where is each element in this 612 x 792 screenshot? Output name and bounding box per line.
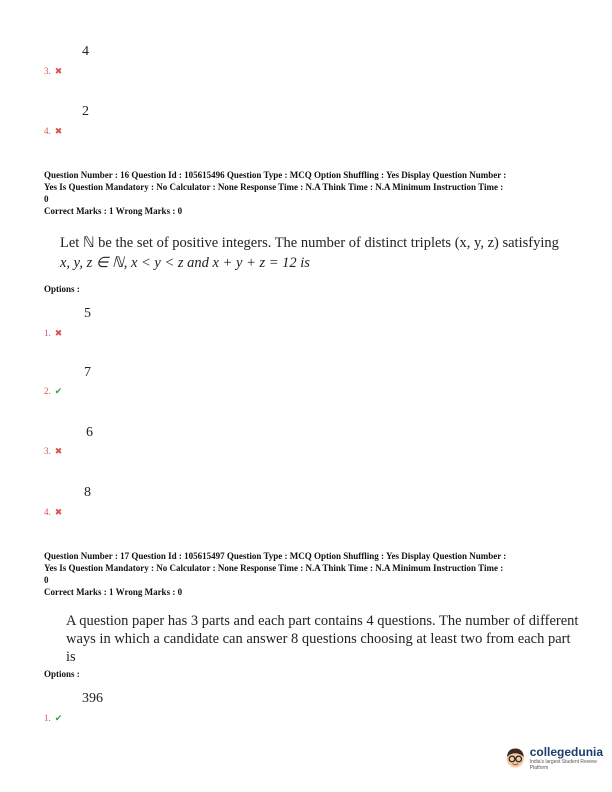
- brand-name: collegedunia: [529, 745, 604, 759]
- question-meta: Question Number : 16 Question Id : 105615496 Question Type : MCQ Option Shuffling : Yes Display Question Number : Yes Is Question Mandatory : No Calculator : None Response Time : N.A Think Time : N.A Minimum Instruction Time : 0 Correct Marks : 1 Wrong Marks : 0: [44, 170, 507, 216]
- option-number: 4. ✖: [44, 507, 63, 517]
- question-text: A question paper has 3 parts and each part contains 4 questions. The number of different ways in which a candidate can answer 8 questions choosing at least two from each part is: [66, 613, 579, 665]
- option-value: 4: [82, 44, 89, 59]
- cross-icon: ✖: [54, 126, 63, 136]
- cross-icon: ✖: [54, 446, 63, 456]
- mascot-icon: [504, 745, 527, 771]
- brand-logo: [504, 745, 612, 771]
- cross-icon: ✖: [54, 66, 63, 76]
- option-number: 4. ✖: [44, 126, 63, 136]
- option-number: 1. ✖: [44, 328, 63, 338]
- option-number: 2. ✔: [44, 386, 63, 396]
- option-value: 396: [82, 691, 103, 706]
- option-number: 3. ✖: [44, 66, 63, 76]
- options-label: Options :: [44, 284, 80, 294]
- option-value: 7: [84, 365, 91, 380]
- option-value: 5: [84, 306, 91, 321]
- question-meta: Question Number : 17 Question Id : 105615497 Question Type : MCQ Option Shuffling : Yes Display Question Number : Yes Is Question Mandatory : No Calculator : None Response Time : N.A Think Time : N.A Minimum Instruction Time : 0 Correct Marks : 1 Wrong Marks : 0: [44, 551, 507, 597]
- option-value: 6: [86, 425, 93, 440]
- options-label: Options :: [44, 669, 80, 679]
- option-value: 2: [82, 104, 89, 119]
- check-icon: ✔: [54, 386, 63, 396]
- brand-tagline: India's largest Student Review Platform: [529, 759, 597, 771]
- option-number: 1. ✔: [44, 713, 63, 723]
- check-icon: ✔: [54, 713, 63, 723]
- question-text: Let ℕ be the set of positive integers. The number of distinct triplets (x, y, z) satisfying x, y, z ∈ ℕ, x < y < z and x + y + z = 12 is: [60, 235, 559, 271]
- option-number: 3. ✖: [44, 446, 63, 456]
- cross-icon: ✖: [54, 328, 63, 338]
- cross-icon: ✖: [54, 507, 63, 517]
- option-value: 8: [84, 485, 91, 500]
